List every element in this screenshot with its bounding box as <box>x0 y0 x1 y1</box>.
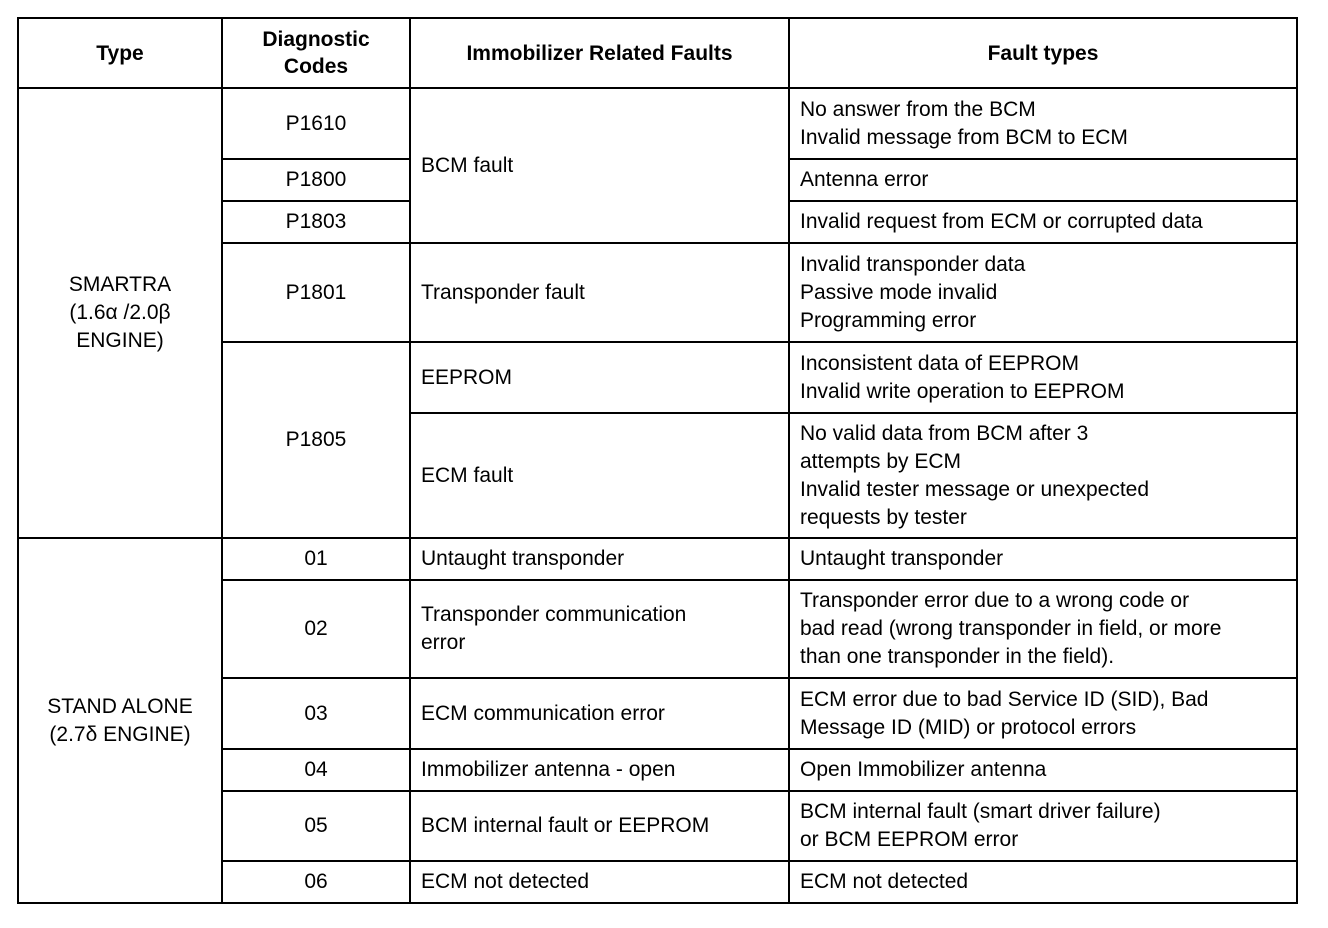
fault-types: ECM error due to bad Service ID (SID), Bad Message ID (MID) or protocol errors <box>789 678 1297 749</box>
fault-types: No valid data from BCM after 3 attempts by ECM Invalid tester message or unexpected requests by tester <box>789 413 1297 538</box>
fault-types: No answer from the BCM Invalid message from BCM to ECM <box>789 88 1297 159</box>
header-diagnostic-codes: Diagnostic Codes <box>222 18 410 88</box>
fault-types: ECM not detected <box>789 861 1297 903</box>
fault-types: Inconsistent data of EEPROM Invalid write operation to EEPROM <box>789 342 1297 413</box>
fault-types: Antenna error <box>789 159 1297 201</box>
immobilizer-fault: ECM fault <box>410 413 789 538</box>
immobilizer-fault: ECM not detected <box>410 861 789 903</box>
diagnostic-code: P1610 <box>222 88 410 159</box>
table-row <box>18 538 1297 580</box>
immobilizer-fault: BCM internal fault or EEPROM <box>410 791 789 861</box>
diagnostic-code: P1803 <box>222 201 410 243</box>
header-fault-types: Fault types <box>789 18 1297 88</box>
immobilizer-fault: Transponder communication error <box>410 580 789 678</box>
header-immobilizer-faults: Immobilizer Related Faults <box>410 18 789 88</box>
diagnostic-code: 03 <box>222 678 410 749</box>
fault-types: Invalid transponder data Passive mode invalid Programming error <box>789 243 1297 342</box>
diagnostic-code: 05 <box>222 791 410 861</box>
type-stand-alone: STAND ALONE (2.7δ ENGINE) <box>18 538 222 903</box>
immobilizer-fault: EEPROM <box>410 342 789 413</box>
diagnostic-code: P1805 <box>222 342 410 538</box>
header-row <box>18 18 1297 88</box>
diagnostic-code: P1801 <box>222 243 410 342</box>
immobilizer-fault: Immobilizer antenna - open <box>410 749 789 791</box>
immobilizer-fault: Untaught transponder <box>410 538 789 580</box>
diagnostic-code: 04 <box>222 749 410 791</box>
fault-types: Invalid request from ECM or corrupted data <box>789 201 1297 243</box>
immobilizer-fault: BCM fault <box>410 88 789 243</box>
diagnostic-code: 02 <box>222 580 410 678</box>
diagnostic-code: P1800 <box>222 159 410 201</box>
diagnostic-code: 01 <box>222 538 410 580</box>
fault-types: BCM internal fault (smart driver failure) or BCM EEPROM error <box>789 791 1297 861</box>
fault-types: Open Immobilizer antenna <box>789 749 1297 791</box>
header-type: Type <box>18 18 222 88</box>
immobilizer-fault-table <box>17 17 1298 904</box>
immobilizer-fault: Transponder fault <box>410 243 789 342</box>
type-smartra: SMARTRA (1.6α /2.0β ENGINE) <box>18 88 222 538</box>
fault-types: Transponder error due to a wrong code or bad read (wrong transponder in field, or more than one transponder in the field). <box>789 580 1297 678</box>
fault-types: Untaught transponder <box>789 538 1297 580</box>
diagnostic-code: 06 <box>222 861 410 903</box>
table-row <box>18 88 1297 159</box>
immobilizer-fault: ECM communication error <box>410 678 789 749</box>
